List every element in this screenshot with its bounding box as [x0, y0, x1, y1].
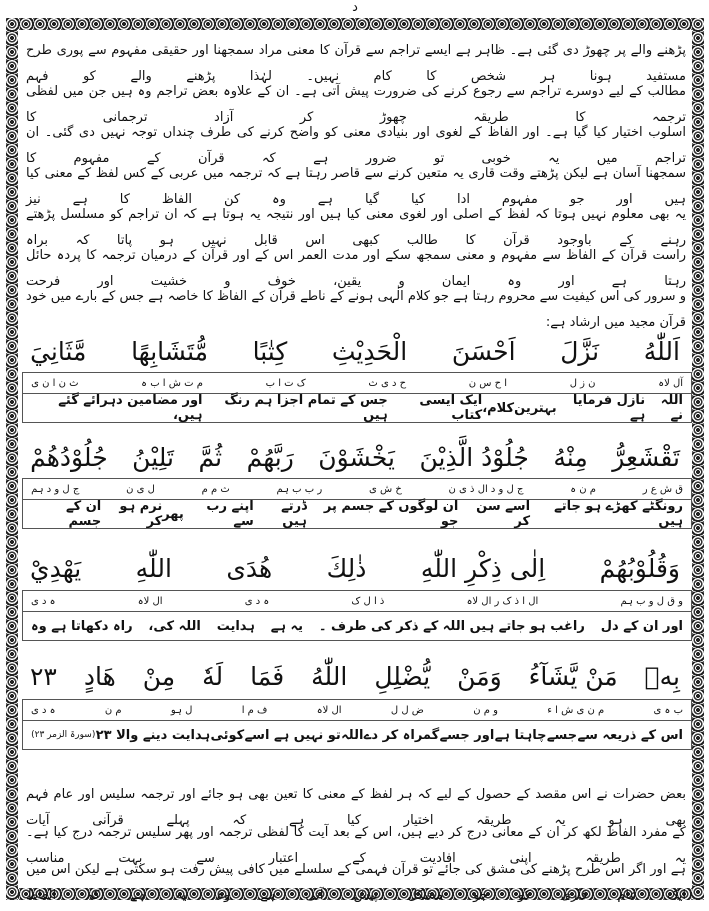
root-letters: و م ن: [473, 704, 498, 716]
arabic-word: ثُمَّ: [198, 443, 223, 472]
translation-word: چاہتا ہے: [494, 727, 547, 743]
root-letters-row: [23, 479, 691, 500]
arabic-word: جُلُوْدُهُمْ: [30, 443, 108, 472]
root-letters: ث م م: [201, 483, 230, 495]
root-letters: م ن: [104, 704, 122, 716]
ornamental-border-top: [6, 18, 704, 30]
text-line: ہے اور اگر اس طرح پڑھنے کی مشق کی جائے تو قرآن فہمی کے سلسلے میں کافی پیش رفت ہو سکتی ہے لیکن اس میں ایک عام قاری کو جو مشکل پیش آتی ہے وہ یہ ہے کہ الفاظ: [26, 862, 686, 903]
translation-word: گمراہ کر دے: [363, 727, 440, 743]
arabic-word: هُدَى: [226, 554, 273, 583]
translation-word: اللہ کی،: [148, 618, 201, 634]
word-meaning-table: [22, 478, 692, 529]
translation-word: ایک ایسی کتاب: [419, 393, 483, 423]
translation-word: اللہ نے: [660, 393, 683, 423]
arabic-word: ٢٣: [30, 662, 57, 691]
translation-word: اور ان کے دل: [600, 618, 683, 634]
arabic-word: جُلُوْدُ الَّذِيْنَ: [419, 443, 529, 472]
root-letters: ہ د ی: [31, 704, 56, 716]
arabic-word: يُّضْلِلِ: [374, 662, 431, 691]
translation-word: اس کے ذریعہ سے: [577, 727, 683, 743]
root-letters: ر ب ب ہم: [276, 483, 323, 495]
root-letters: م ن ی ش ا ء: [547, 704, 605, 716]
root-letters-row: [23, 700, 691, 721]
arabic-word: اِلٰى ذِكْرِ اللّٰهِ: [420, 554, 546, 583]
text-line: اسلوب اختیار کیا گیا ہے۔ اور الفاظ کے لغوی اور بنیادی معنی کو واضح کرنے کی طرف چنداں توجہ نہیں دی گئی۔ ان تراجم میں یہ خوبی تو ضرور ہے کہ قرآن کے مفہوم کا: [26, 125, 686, 166]
root-letters: ہ د ی: [31, 595, 56, 607]
root-letters: ا ح س ن: [468, 377, 508, 389]
translation-word: رونگٹے کھڑے ہو جاتے ہیں: [554, 499, 683, 529]
arabic-word: تَقْشَعِرُّ: [612, 443, 680, 472]
root-letters: ج ل و د ہم: [31, 483, 80, 495]
arabic-word: وَقُلُوْبُهُمْ: [599, 554, 680, 583]
translation-row: [23, 721, 691, 749]
word-meaning-table: [22, 699, 692, 750]
translation-word: اللہ: [341, 727, 364, 743]
translation-word: نرم ہو کر: [119, 499, 163, 529]
translation-word: اسے سن کر: [476, 499, 531, 529]
arabic-word: اَحْسَنَ: [451, 337, 516, 366]
translation-word: اور جسے: [439, 727, 495, 743]
translation-row: [23, 394, 691, 422]
translation-word: اپنے رب سے: [206, 499, 254, 529]
translation-word: جسے: [546, 727, 578, 743]
root-letters: ہ د ی: [244, 595, 270, 607]
arabic-word: مَّثَانِيَ: [30, 337, 87, 366]
word-meaning-table: [22, 590, 692, 641]
translation-word: کلام،: [482, 400, 515, 416]
surah-reference: (سورۃ الزمر ٢٣): [31, 730, 96, 740]
arabic-word: يَخْشَوْنَ: [318, 443, 395, 472]
root-letters: ل ی ن: [126, 483, 155, 495]
arabic-word: مَنْ يَّشَآءُ: [528, 662, 618, 691]
root-letters: ن ز ل: [569, 377, 596, 389]
translation-row: [23, 612, 691, 640]
word-meaning-table: [22, 372, 692, 423]
text-line: پڑھنے والے پر چھوڑ دی گئی ہے۔ ظاہر ہے ایسے تراجم سے قرآن کا معنی مراد سمجھنا اور حقیقی مفہوم سے پوری طرح مستفید ہونا ہر شخص کا کام نہیں۔ لہٰذا پڑھنے والے کو فہم: [26, 43, 686, 84]
arabic-verse-row: [30, 332, 680, 372]
translation-word: جس کے تمام اجزا ہم رنگ ہیں: [224, 393, 388, 423]
translation-word: ان کے جسم: [66, 499, 102, 529]
root-letters: ک ت ا ب: [265, 377, 306, 389]
arabic-word: اللّٰهُ: [311, 662, 348, 691]
root-letters: ق ش ع ر: [642, 483, 683, 495]
arabic-word: ذٰلِكَ: [326, 554, 367, 583]
root-letters: و ق ل و ب ہم: [620, 595, 683, 607]
text-line: کے مفرد الفاظ لکھ کر ان کے معانی درج کر دیے ہیں، اس کے بعد آیت کا لفظی ترجمہ اور پھر سلیس ترجمہ درج کیا ہے۔ یہ طریقہ اپنی افادیت کے اعتبار سے بہت مناسب: [26, 825, 686, 866]
root-letters: ج ل و د ال ذ ی ن: [448, 483, 524, 495]
arabic-word: مُّتَشَابِهًا: [131, 337, 209, 366]
root-letters: ذ ا ل ک: [351, 595, 385, 607]
text-line: بعض حضرات نے اس مقصد کے حصول کے لیے کہ ہر لفظ کے معنی کا تعین بھی ہو جائے اور ترجمہ سلیس اور عام فہم بھی ہو یہ طریقہ اختیار کیا ہے کہ پہلے قرآنی آیات: [26, 787, 686, 828]
arabic-word: بِهٖ: [644, 662, 680, 691]
translation-word: تو نہیں ہے اسے: [244, 727, 341, 743]
page-marker: د: [352, 0, 358, 15]
root-letters: ح د ی ث: [368, 377, 407, 389]
translation-word: راہ دکھاتا ہے وہ: [31, 618, 133, 634]
translation-word: راغب ہو جاتے ہیں اللہ کے ذکر کی طرف ۔: [318, 618, 585, 634]
root-letters: م ت ش ا ب ہ: [141, 377, 203, 389]
arabic-word: وَمَنْ: [457, 662, 502, 691]
arabic-word: رَبَّهُمْ: [246, 443, 294, 472]
translation-word: کوئی: [210, 727, 245, 743]
arabic-word: مِنْ: [142, 662, 176, 691]
root-letters-row: [23, 591, 691, 612]
text-line: مطالب کے لیے دوسرے تراجم سے رجوع کرنے کی ضرورت پیش آتی ہے۔ ان کے علاوہ بعض تراجم وہ ہیں جن میں لفظی ترجمہ کا طریقہ چھوڑ کر آزاد ترجمانی کا: [26, 84, 686, 125]
root-letters-row: [23, 373, 691, 394]
arabic-word: فَمَا: [250, 662, 285, 691]
arabic-word: لَهٗ: [202, 662, 224, 691]
root-letters: م ن ہ: [570, 483, 596, 495]
translation-word: اور مضامین دہرائے گئے ہیں،: [58, 393, 203, 423]
translation-word: پھر: [162, 506, 184, 522]
translation-word: ہدایت: [216, 618, 255, 634]
root-letters: ب ہ ی: [653, 704, 683, 716]
arabic-word: تَلِيْنُ: [132, 443, 174, 472]
text-line: و سرور کی اس کیفیت سے محروم رہتا ہے جو کلام الٰہی ہونے کے ناطے قرآن کے الفاظ کا خاصہ ہے جس کے بارے میں خود قرآن مجید میں ارشاد ہے:: [26, 289, 686, 330]
root-letters: ل ہو: [170, 704, 193, 716]
text-line: یہ بھی معلوم نہیں ہوتا کہ لفظ کے اصلی اور لغوی معنی کیا ہیں اور نتیجہ یہ ہوتا ہے کہ ان تراجم کو مسلسل پڑھتے رہنے کے باوجود قرآن کا طالب کبھی اس قابل نہیں ہو پاتا کہ براہ: [26, 207, 686, 248]
root-letters: ث ن ا ن ی: [31, 377, 79, 389]
root-letters: ف م ا: [241, 704, 268, 716]
translation-row: [23, 500, 691, 528]
root-letters: ال لاہ: [316, 704, 342, 716]
arabic-verse-row: [30, 438, 680, 478]
arabic-word: هَادٍ: [83, 662, 116, 691]
arabic-word: الْحَدِيْثِ: [331, 337, 408, 366]
translation-word: نازل فرمایا ہے: [572, 393, 646, 423]
arabic-word: يَهْدِيْ: [30, 554, 82, 583]
arabic-verse-row: [30, 549, 680, 589]
translation-word: یہ ہے: [270, 618, 304, 634]
root-letters: ض ل ل: [390, 704, 424, 716]
text-line: سمجھنا آسان ہے لیکن پڑھتے وقت قاری یہ متعین کرنے سے قاصر رہتا ہے کہ ترجمہ میں عربی کے کس لفظ کے معنی کیا ہیں اور جو مفہوم ادا کیا گیا ہے وہ کن الفاظ کا ہے نیز: [26, 166, 686, 207]
translation-word: ہدایت دینے والا ٢٣: [95, 727, 211, 743]
ornamental-border-right: [692, 18, 704, 900]
text-line: راست قرآن کے الفاظ سے مفہوم و معنی سمجھ سکے اور مدت العمر اس کے اور قرآن کے درمیان ترجمہ کا پردہ حائل رہتا ہے اور وہ ایمان و یقین، خوف و خشیت اور فرحت: [26, 248, 686, 289]
arabic-verse-row: [30, 657, 680, 697]
arabic-word: نَزَّلَ: [560, 337, 600, 366]
root-letters: ال ا ذ ک ر ال لاہ: [466, 595, 539, 607]
arabic-word: كِتٰبًا: [252, 337, 288, 366]
arabic-word: اَللّٰهُ: [643, 337, 680, 366]
translation-word: بہترین: [514, 400, 557, 416]
ornamental-border-left: [6, 18, 18, 900]
arabic-word: مِنْهُ: [553, 443, 588, 472]
arabic-word: اللّٰهِ: [135, 554, 172, 583]
root-letters: خ ش ی: [368, 483, 402, 495]
translation-word: ڈرتے ہیں: [281, 499, 307, 529]
translation-word: ان لوگوں کے جسم پر جو: [323, 499, 459, 529]
root-letters: ال لاہ: [137, 595, 163, 607]
root-letters: آل لاہ: [658, 377, 683, 389]
